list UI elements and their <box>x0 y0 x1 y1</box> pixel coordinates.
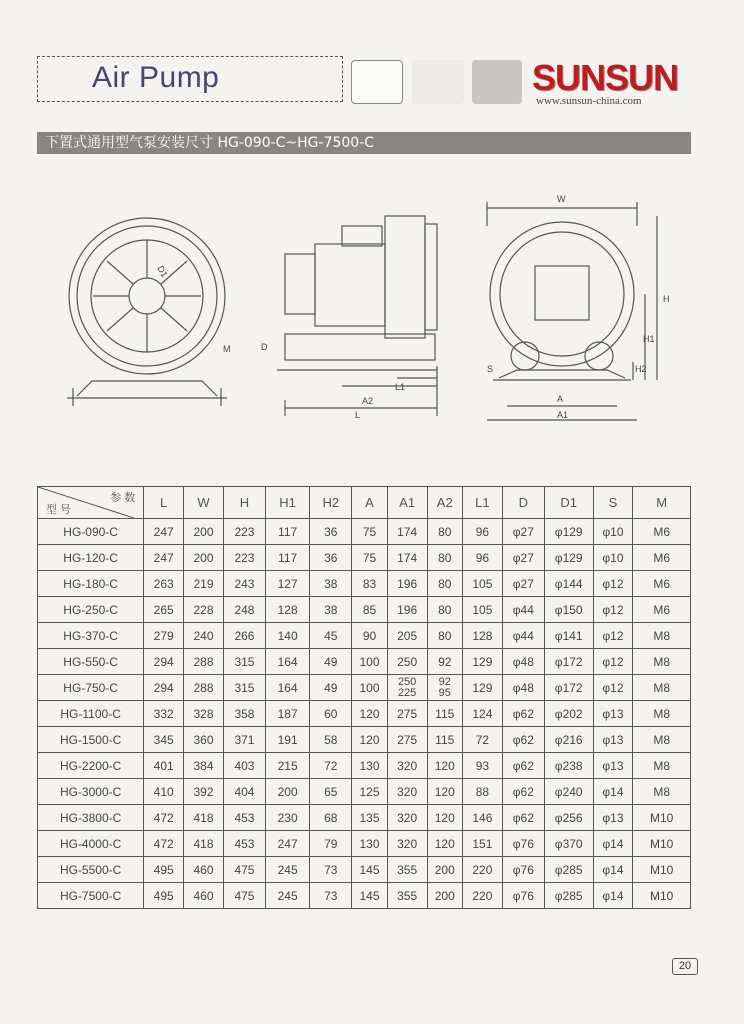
table-cell: 320 <box>387 831 427 857</box>
label-d: D <box>261 342 268 352</box>
table-cell: 174 <box>387 519 427 545</box>
table-cell: 120 <box>427 779 462 805</box>
table-cell: 200 <box>427 857 462 883</box>
table-cell: φ12 <box>593 571 633 597</box>
column-header: W <box>184 487 224 519</box>
table-cell <box>427 675 462 701</box>
table-cell: 128 <box>265 597 309 623</box>
model-cell: HG-120-C <box>38 545 144 571</box>
table-cell: 58 <box>310 727 352 753</box>
table-cell: φ13 <box>593 701 633 727</box>
table-cell: 460 <box>184 883 224 909</box>
table-cell: 418 <box>184 831 224 857</box>
table-cell: 401 <box>144 753 184 779</box>
table-cell: 220 <box>462 883 502 909</box>
table-cell: 129 <box>462 649 502 675</box>
table-cell: φ172 <box>544 649 593 675</box>
table-cell: φ62 <box>502 727 544 753</box>
table-cell: 191 <box>265 727 309 753</box>
table-row <box>38 701 691 727</box>
table-cell: 72 <box>462 727 502 753</box>
table-cell: 495 <box>144 883 184 909</box>
table-row <box>38 675 691 701</box>
table-cell: 187 <box>265 701 309 727</box>
table-cell: 355 <box>387 857 427 883</box>
label-s: S <box>487 364 494 374</box>
table-cell: 120 <box>352 701 387 727</box>
table-cell: 60 <box>310 701 352 727</box>
table-cell: 453 <box>223 831 265 857</box>
table-cell: 115 <box>427 727 462 753</box>
model-cell: HG-5500-C <box>38 857 144 883</box>
label-m: M <box>223 344 231 354</box>
table-cell: 124 <box>462 701 502 727</box>
table-cell: 83 <box>352 571 387 597</box>
table-cell: 120 <box>427 753 462 779</box>
column-header: A <box>352 487 387 519</box>
table-cell: 100 <box>352 649 387 675</box>
table-cell: 288 <box>184 649 224 675</box>
brand-logo: SUNSUN <box>532 57 679 98</box>
table-row <box>38 597 691 623</box>
model-cell: HG-1100-C <box>38 701 144 727</box>
column-header: A2 <box>427 487 462 519</box>
table-cell: φ48 <box>502 675 544 701</box>
model-cell: HG-3800-C <box>38 805 144 831</box>
label-w: W <box>557 194 566 204</box>
rear-view-drawing <box>487 202 657 420</box>
stacked-value: 225 <box>397 686 417 699</box>
table-cell: 240 <box>184 623 224 649</box>
table-cell: M8 <box>633 727 691 753</box>
table-cell: 80 <box>427 545 462 571</box>
table-cell: 49 <box>310 649 352 675</box>
table-cell: 403 <box>223 753 265 779</box>
table-cell: 205 <box>387 623 427 649</box>
table-cell: 418 <box>184 805 224 831</box>
table-cell: φ10 <box>593 545 633 571</box>
table-corner-cell <box>38 487 144 519</box>
table-cell: φ12 <box>593 597 633 623</box>
table-cell: 279 <box>144 623 184 649</box>
label-d1: D1 <box>155 264 170 279</box>
corner-label-params: 参 数 <box>110 492 136 504</box>
table-cell: 145 <box>352 883 387 909</box>
table-row <box>38 623 691 649</box>
table-cell: 332 <box>144 701 184 727</box>
label-a1: A1 <box>557 410 569 420</box>
table-cell: 120 <box>427 805 462 831</box>
table-cell: 117 <box>265 519 309 545</box>
table-cell: M8 <box>633 623 691 649</box>
table-cell: 92 <box>427 649 462 675</box>
table-cell: φ14 <box>593 857 633 883</box>
table-cell: 247 <box>144 519 184 545</box>
table-cell: 125 <box>352 779 387 805</box>
table-cell: 130 <box>352 753 387 779</box>
label-h2: H2 <box>635 364 647 374</box>
corner-label-model: 型 号 <box>46 504 72 516</box>
page-title: Air Pump <box>92 61 220 94</box>
table-cell: M10 <box>633 883 691 909</box>
model-cell: HG-750-C <box>38 675 144 701</box>
table-cell: 475 <box>223 883 265 909</box>
table-cell: 475 <box>223 857 265 883</box>
table-cell: 100 <box>352 675 387 701</box>
table-cell: 265 <box>144 597 184 623</box>
table-cell: 164 <box>265 649 309 675</box>
table-cell: 80 <box>427 597 462 623</box>
table-cell: 460 <box>184 857 224 883</box>
table-cell: 105 <box>462 597 502 623</box>
section-title-bar: 下置式通用型气泵安装尺寸 HG-090-C~HG-7500-C <box>37 132 691 154</box>
table-cell: 245 <box>265 857 309 883</box>
table-cell: 75 <box>352 519 387 545</box>
table-cell: φ240 <box>544 779 593 805</box>
page-number: 20 <box>672 958 698 975</box>
model-cell: HG-4000-C <box>38 831 144 857</box>
stacked-value: 95 <box>438 686 451 699</box>
table-cell: 220 <box>462 857 502 883</box>
column-header: L1 <box>462 487 502 519</box>
table-cell: M8 <box>633 753 691 779</box>
model-cell: HG-2200-C <box>38 753 144 779</box>
table-cell: 275 <box>387 701 427 727</box>
table-cell: 65 <box>310 779 352 805</box>
table-cell: φ12 <box>593 623 633 649</box>
table-row <box>38 831 691 857</box>
table-cell: φ44 <box>502 597 544 623</box>
table-cell: 88 <box>462 779 502 805</box>
table-cell: φ141 <box>544 623 593 649</box>
table-cell: φ62 <box>502 805 544 831</box>
model-cell: HG-7500-C <box>38 883 144 909</box>
table-cell: 45 <box>310 623 352 649</box>
table-cell: 453 <box>223 805 265 831</box>
table-cell: 80 <box>427 519 462 545</box>
table-cell: 93 <box>462 753 502 779</box>
column-header: D <box>502 487 544 519</box>
table-cell: 223 <box>223 519 265 545</box>
table-row <box>38 519 691 545</box>
table-cell <box>387 675 427 701</box>
column-header: H1 <box>265 487 309 519</box>
model-cell: HG-1500-C <box>38 727 144 753</box>
table-cell: 247 <box>144 545 184 571</box>
table-row <box>38 779 691 805</box>
table-cell: 294 <box>144 675 184 701</box>
table-cell: 328 <box>184 701 224 727</box>
table-cell: 320 <box>387 805 427 831</box>
table-row <box>38 883 691 909</box>
table-cell: φ129 <box>544 519 593 545</box>
label-h: H <box>663 294 670 304</box>
table-cell: M6 <box>633 519 691 545</box>
table-cell: φ12 <box>593 675 633 701</box>
table-cell: 248 <box>223 597 265 623</box>
table-cell: 371 <box>223 727 265 753</box>
table-cell: φ172 <box>544 675 593 701</box>
model-cell: HG-180-C <box>38 571 144 597</box>
column-header: H2 <box>310 487 352 519</box>
table-cell: 38 <box>310 597 352 623</box>
column-header: L <box>144 487 184 519</box>
table-cell: φ76 <box>502 857 544 883</box>
table-cell: 243 <box>223 571 265 597</box>
table-cell: 75 <box>352 545 387 571</box>
table-cell: φ14 <box>593 779 633 805</box>
table-cell: M6 <box>633 545 691 571</box>
color-swatch-gray <box>472 60 522 104</box>
table-cell: M10 <box>633 857 691 883</box>
table-cell: 79 <box>310 831 352 857</box>
table-cell: 320 <box>387 779 427 805</box>
stacked-value: 250 <box>397 675 417 688</box>
label-a2: A2 <box>362 396 374 406</box>
table-cell: φ150 <box>544 597 593 623</box>
table-cell: φ76 <box>502 831 544 857</box>
table-cell: φ44 <box>502 623 544 649</box>
table-cell: 120 <box>427 831 462 857</box>
table-cell: 200 <box>265 779 309 805</box>
table-cell: 49 <box>310 675 352 701</box>
table-cell: φ62 <box>502 779 544 805</box>
table-cell: M10 <box>633 831 691 857</box>
brand-url: www.sunsun-china.com <box>536 95 642 107</box>
table-cell: φ14 <box>593 831 633 857</box>
table-cell: 228 <box>184 597 224 623</box>
table-cell: 38 <box>310 571 352 597</box>
model-cell: HG-090-C <box>38 519 144 545</box>
table-cell: φ27 <box>502 545 544 571</box>
header-title-box <box>37 56 343 102</box>
table-cell: 472 <box>144 831 184 857</box>
table-cell: 472 <box>144 805 184 831</box>
column-header: A1 <box>387 487 427 519</box>
table-cell: 196 <box>387 571 427 597</box>
table-cell: φ256 <box>544 805 593 831</box>
table-cell: 128 <box>462 623 502 649</box>
table-cell: M8 <box>633 649 691 675</box>
table-cell: 247 <box>265 831 309 857</box>
table-cell: 164 <box>265 675 309 701</box>
table-cell: 151 <box>462 831 502 857</box>
table-cell: 345 <box>144 727 184 753</box>
table-cell: 294 <box>144 649 184 675</box>
table-cell: 140 <box>265 623 309 649</box>
table-cell: φ13 <box>593 805 633 831</box>
table-cell: 68 <box>310 805 352 831</box>
table-cell: 404 <box>223 779 265 805</box>
table-cell: 200 <box>427 883 462 909</box>
table-cell: 130 <box>352 831 387 857</box>
table-cell: 96 <box>462 519 502 545</box>
table-row <box>38 649 691 675</box>
column-header: S <box>593 487 633 519</box>
table-cell: 135 <box>352 805 387 831</box>
color-swatch-light-gray <box>412 60 464 104</box>
table-cell: 120 <box>352 727 387 753</box>
table-cell: 200 <box>184 545 224 571</box>
color-swatch-white <box>351 60 403 104</box>
table-cell: M6 <box>633 571 691 597</box>
table-cell: φ10 <box>593 519 633 545</box>
table-cell: φ285 <box>544 883 593 909</box>
table-cell: φ238 <box>544 753 593 779</box>
table-cell: 127 <box>265 571 309 597</box>
table-cell: 384 <box>184 753 224 779</box>
table-header-row <box>38 487 691 519</box>
table-cell: 80 <box>427 571 462 597</box>
table-cell: 250 <box>387 649 427 675</box>
table-cell: 315 <box>223 649 265 675</box>
table-row <box>38 857 691 883</box>
table-cell: φ12 <box>593 649 633 675</box>
table-row <box>38 727 691 753</box>
table-cell: 266 <box>223 623 265 649</box>
table-row <box>38 545 691 571</box>
table-cell: 117 <box>265 545 309 571</box>
table-cell: 96 <box>462 545 502 571</box>
label-a: A <box>557 394 564 404</box>
table-row <box>38 571 691 597</box>
table-cell: 320 <box>387 753 427 779</box>
table-cell: φ216 <box>544 727 593 753</box>
table-cell: 495 <box>144 857 184 883</box>
table-cell: 90 <box>352 623 387 649</box>
table-cell: φ129 <box>544 545 593 571</box>
table-cell: M8 <box>633 779 691 805</box>
table-cell: 174 <box>387 545 427 571</box>
table-cell: 73 <box>310 883 352 909</box>
model-cell: HG-370-C <box>38 623 144 649</box>
table-cell: 85 <box>352 597 387 623</box>
table-cell: 315 <box>223 675 265 701</box>
table-cell: 36 <box>310 545 352 571</box>
table-cell: 80 <box>427 623 462 649</box>
column-header: H <box>223 487 265 519</box>
stacked-value: 92 <box>438 675 451 688</box>
table-cell: φ370 <box>544 831 593 857</box>
table-cell: φ27 <box>502 571 544 597</box>
label-l: L <box>355 410 361 420</box>
table-cell: 146 <box>462 805 502 831</box>
table-cell: 263 <box>144 571 184 597</box>
table-cell: 200 <box>184 519 224 545</box>
table-cell: 145 <box>352 857 387 883</box>
table-cell: 245 <box>265 883 309 909</box>
side-view-drawing <box>277 216 437 416</box>
table-cell: M6 <box>633 597 691 623</box>
table-cell: 73 <box>310 857 352 883</box>
column-header: D1 <box>544 487 593 519</box>
table-cell: φ202 <box>544 701 593 727</box>
table-cell: φ62 <box>502 701 544 727</box>
table-cell: M10 <box>633 805 691 831</box>
model-cell: HG-3000-C <box>38 779 144 805</box>
technical-drawings <box>37 166 691 456</box>
table-cell: φ48 <box>502 649 544 675</box>
table-cell: M8 <box>633 701 691 727</box>
column-header: M <box>633 487 691 519</box>
table-cell: 275 <box>387 727 427 753</box>
table-cell: 36 <box>310 519 352 545</box>
table-cell: 115 <box>427 701 462 727</box>
table-cell: 129 <box>462 675 502 701</box>
table-cell: φ76 <box>502 883 544 909</box>
table-cell: 72 <box>310 753 352 779</box>
table-cell: φ62 <box>502 753 544 779</box>
table-cell: φ285 <box>544 857 593 883</box>
label-h1: H1 <box>643 334 655 344</box>
table-cell: 410 <box>144 779 184 805</box>
table-cell: 355 <box>387 883 427 909</box>
table-cell: 288 <box>184 675 224 701</box>
table-cell: 219 <box>184 571 224 597</box>
table-cell: 358 <box>223 701 265 727</box>
model-cell: HG-550-C <box>38 649 144 675</box>
table-cell: φ144 <box>544 571 593 597</box>
table-cell: 105 <box>462 571 502 597</box>
table-row <box>38 805 691 831</box>
table-cell: 392 <box>184 779 224 805</box>
table-cell: φ14 <box>593 883 633 909</box>
table-cell: 215 <box>265 753 309 779</box>
table-cell: 223 <box>223 545 265 571</box>
table-cell: 196 <box>387 597 427 623</box>
label-l1: L1 <box>395 382 406 392</box>
dimensions-table <box>37 486 691 909</box>
table-cell: φ27 <box>502 519 544 545</box>
table-cell: φ13 <box>593 727 633 753</box>
front-view-drawing <box>67 218 227 406</box>
table-cell: 360 <box>184 727 224 753</box>
table-cell: M8 <box>633 675 691 701</box>
table-cell: φ13 <box>593 753 633 779</box>
model-cell: HG-250-C <box>38 597 144 623</box>
table-cell: 230 <box>265 805 309 831</box>
table-row <box>38 753 691 779</box>
